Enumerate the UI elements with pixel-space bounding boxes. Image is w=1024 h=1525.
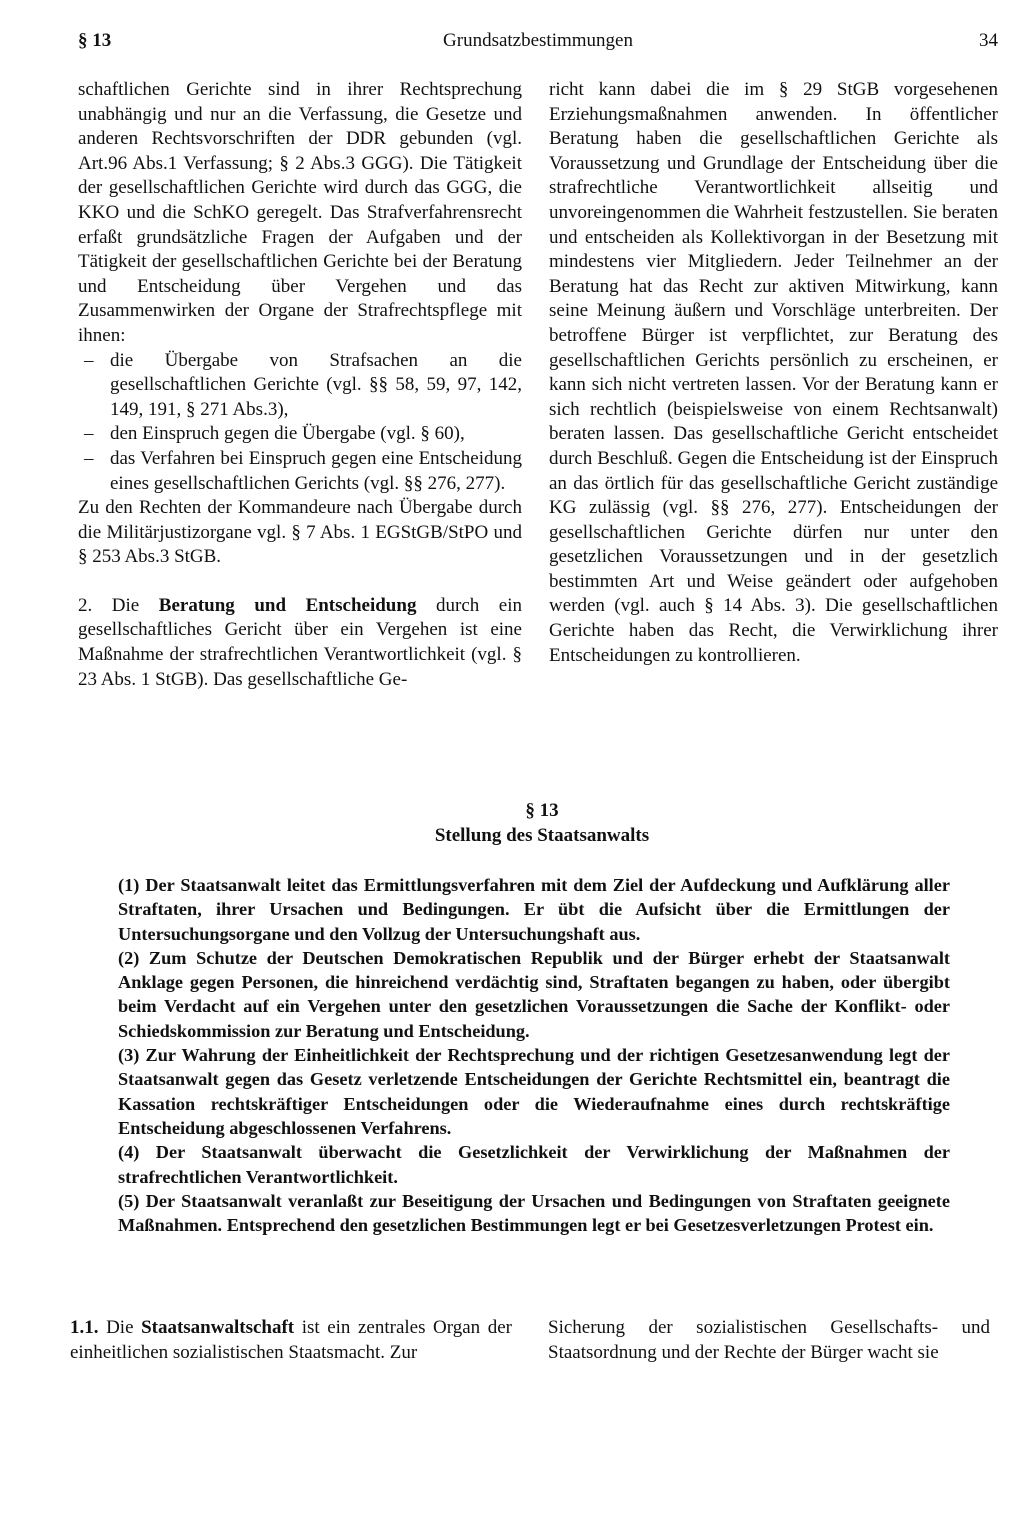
commentary-text: Die	[106, 1317, 134, 1338]
section-title: Stellung des Staatsanwalts	[434, 825, 650, 846]
law-paragraph-3: (3) Zur Wahrung der Einheitlichkeit der Rechtsprechung und der richtigen Gesetzesanwendung legt der Staatsanwalt gegen das Gesetz verletzende Entscheidungen der Gerichte Rechtsmittel ein, beantragt die Kassation rechtskräftiger Entscheidungen oder die Wiederaufnahme eines durch rechtskräftige Entscheidung abgeschlossenen Verfahrens.	[118, 1045, 950, 1138]
bullet-item: – die Übergabe von Strafsachen an die gesellschaftlichen Gerichte (vgl. §§ 58, 59, 97, 142, 149, 191, § 271 Abs.3),	[78, 349, 522, 423]
left-column	[78, 78, 522, 692]
right-paragraph: richt kann dabei die im § 29 StGB vorgesehenen Erziehungsmaßnahmen anwenden. In öffentlicher Beratung haben die gesellschaftlichen Gerichte als Voraussetzung und Grundlage der Entscheidung über die strafrechtliche Verantwortlichkeit allseitig und unvoreingenommen die Wahrheit festzustellen. Sie beraten und entscheiden als Kollektivorgan in der Besetzung mit mindestens vier Mitgliedern. Jeder Teilnehmer an der Beratung hat das Recht zur aktiven Mitwirkung, kann seine Meinung äußern und Vorschläge unterbreiten. Der betroffene Bürger ist verpflichtet, zur Beratung des gesellschaftlichen Gerichts persönlich zu erscheinen, er kann sich nicht vertreten lassen. Vor der Beratung kann er sich rechtlich (beispielsweise von einem Rechtsanwalt) beraten lassen. Das gesellschaftliche Gericht entscheidet durch Beschluß. Gegen die Entscheidung ist der Einspruch an das örtlich für das gesellschaftliche Gericht zuständige KG zulässig (vgl. §§ 276, 277). Entscheidungen der gesellschaftlichen Gerichte dürfen nur unter den gesetzlichen Voraussetzungen und in der gesetzlich bestimmten Art und Weise geändert oder aufgehoben werden (vgl. auch § 14 Abs. 3). Die gesellschaftlichen Gerichte haben das Recht, die Verwirklichung ihrer Entscheidungen zu kontrollieren.	[549, 79, 998, 666]
page-header	[78, 30, 998, 60]
header-section: § 13	[78, 30, 112, 51]
right-column	[549, 78, 998, 668]
paragraph-text: durch ein gesellschaftliches Gericht über ein Vergehen ist eine Maßnahme der strafrechtlichen Verantwortlichkeit (vgl. § 23 Abs. 1 StGB). Das gesellschaftliche Ge-	[78, 594, 523, 690]
law-paragraph-2: (2) Zum Schutze der Deutschen Demokratischen Republik und der Bürger erhebt der Staatsanwalt Anklage gegen Personen, die hinreichend verdächtig sind, Straftaten begangen zu haben, oder übergibt beim Verdacht auf ein Vergehen unter den gesetzlichen Voraussetzungen die Sache der Konflikt- oder Schiedskommission zur Beratung und Entscheidung.	[118, 947, 950, 1041]
page-number: 34	[979, 30, 998, 51]
paragraph-number: 2. Die	[78, 594, 140, 616]
commentary-right-text: Sicherung der sozialistischen Gesellschafts- und Staatsordnung und der Rechte der Bürger wacht sie	[548, 1317, 990, 1363]
header-title: Grundsatzbestimmungen	[443, 30, 633, 51]
commentary-bold-term: Staatsanwaltschaft	[141, 1317, 295, 1338]
law-paragraph-5: (5) Der Staatsanwalt veranlaßt zur Beseitigung der Ursachen und Bedingungen von Straftaten geeignete Maßnahmen. Entsprechend den gesetzlichen Bestimmungen legt er bei Gesetzesverletzungen Protest ein.	[118, 1190, 950, 1236]
commentary-text: ist ein zentrales Organ der einheitlichen sozialistischen Staatsmacht. Zur	[70, 1317, 513, 1363]
commentary-left-column	[70, 1316, 512, 1365]
commentary-right-column	[548, 1316, 990, 1365]
section-number: § 13	[525, 800, 559, 821]
bullet-list	[78, 349, 522, 497]
law-text	[118, 873, 950, 1237]
left-paragraph-3	[78, 594, 522, 692]
bold-term: Beratung und Entscheidung	[158, 594, 417, 616]
bullet-item: – das Verfahren bei Einspruch gegen eine Entscheidung eines gesellschaftlichen Gerichts (vgl. §§ 276, 277).	[78, 447, 522, 496]
left-paragraph-2: Zu den Rechten der Kommandeure nach Übergabe durch die Militärjustizorgane vgl. § 7 Abs. 1 EGStGB/StPO und § 253 Abs.3 StGB.	[78, 497, 522, 568]
bullet-item: – den Einspruch gegen die Übergabe (vgl. § 60),	[78, 422, 522, 447]
law-paragraph-1: (1) Der Staatsanwalt leitet das Ermittlungsverfahren mit dem Ziel der Aufdeckung und Aufklärung aller Straftaten, ihrer Ursachen und Bedingungen. Er übt die Aufsicht über die Ermittlungen der Untersuchungsorgane und den Vollzug der Untersuchungshaft aus.	[118, 875, 950, 944]
left-paragraph-1: schaftlichen Gerichte sind in ihrer Rechtsprechung unabhängig und nur an die Verfassung, die Gesetze und anderen Rechtsvorschriften der DDR gebunden (vgl. Art.96 Abs.1 Verfassung; § 2 Abs.3 GGG). Die Tätigkeit der gesellschaftlichen Gerichte wird durch das GGG, die KKO und die SchKO geregelt. Das Strafverfahrensrecht erfaßt grundsätzliche Fragen der Aufgaben und der Tätigkeit der gesellschaftlichen Gerichte bei der Beratung und Entscheidung über Vergehen und das Zusammenwirken der Organe der Strafrechtspflege mit ihnen:	[78, 79, 522, 346]
commentary-paragraph	[70, 1316, 512, 1365]
law-paragraph-4: (4) Der Staatsanwalt überwacht die Gesetzlichkeit der Verwirklichung der Maßnahmen der strafrechtlichen Verantwortlichkeit.	[118, 1142, 950, 1187]
commentary-number: 1.1.	[70, 1317, 99, 1338]
section-heading	[60, 798, 1024, 848]
